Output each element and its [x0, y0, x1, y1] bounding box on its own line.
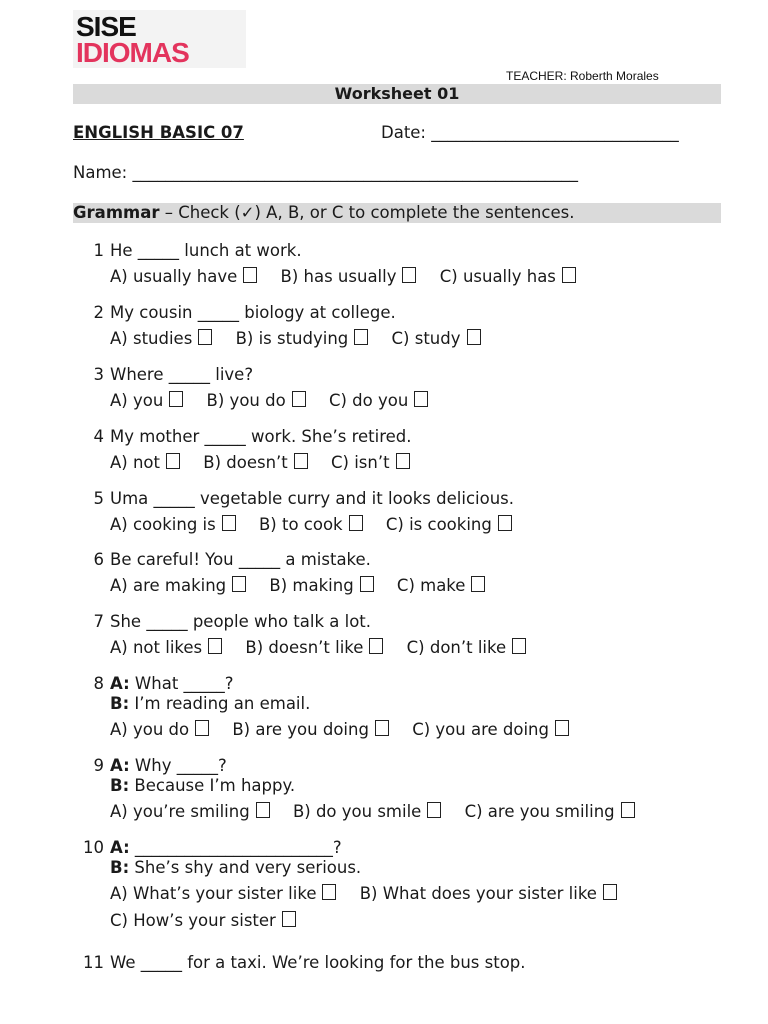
options-row: [110, 515, 530, 534]
question-number: 6: [93, 550, 104, 569]
option-c[interactable]: C) do you: [329, 391, 428, 410]
checkbox-icon[interactable]: [232, 576, 246, 592]
sise-idiomas-logo: [73, 10, 246, 68]
question-number: 1: [93, 241, 104, 260]
question-text: We _____ for a taxi. We’re looking for the bus stop.: [110, 953, 526, 972]
checkbox-icon[interactable]: [322, 884, 336, 900]
options-row: [110, 391, 446, 410]
option-c[interactable]: C) How’s your sister: [110, 911, 296, 930]
option-b[interactable]: B) are you doing: [232, 720, 389, 739]
dialogue-line-b: B: She’s shy and very serious.: [110, 858, 362, 877]
dialogue-line-a: A: ________________________?: [110, 838, 342, 857]
checkbox-icon[interactable]: [498, 515, 512, 531]
checkbox-icon[interactable]: [166, 453, 180, 469]
section-label: Grammar: [73, 203, 160, 222]
checkbox-icon[interactable]: [621, 802, 635, 818]
options-row: [110, 576, 503, 595]
question-number: 4: [93, 427, 104, 446]
options-row: [110, 638, 544, 657]
option-b[interactable]: B) What does your sister like: [360, 884, 617, 903]
checkbox-icon[interactable]: [243, 267, 257, 283]
checkbox-icon[interactable]: [467, 329, 481, 345]
options-row: [110, 329, 499, 348]
checkbox-icon[interactable]: [195, 720, 209, 736]
option-c[interactable]: C) study: [392, 329, 481, 348]
option-b[interactable]: B) you do: [207, 391, 306, 410]
option-b[interactable]: B) is studying: [236, 329, 369, 348]
checkbox-icon[interactable]: [360, 576, 374, 592]
teacher-name: TEACHER: Roberth Morales: [506, 69, 659, 83]
option-b[interactable]: B) has usually: [281, 267, 417, 286]
option-a[interactable]: A) What’s your sister like: [110, 884, 336, 903]
checkbox-icon[interactable]: [198, 329, 212, 345]
dialogue-line-a: A: What _____?: [110, 674, 234, 693]
question-number: 8: [93, 674, 104, 693]
option-a[interactable]: A) you’re smiling: [110, 802, 270, 821]
option-a[interactable]: A) not likes: [110, 638, 222, 657]
option-c[interactable]: C) make: [397, 576, 486, 595]
section-instruction-text: – Check (✓) A, B, or C to complete the sentences.: [159, 203, 575, 222]
option-c[interactable]: C) isn’t: [331, 453, 410, 472]
checkbox-icon[interactable]: [555, 720, 569, 736]
checkbox-icon[interactable]: [427, 802, 441, 818]
checkbox-icon[interactable]: [562, 267, 576, 283]
name-field[interactable]: Name: ______________________________________________________: [73, 163, 578, 182]
option-a[interactable]: A) cooking is: [110, 515, 236, 534]
option-c[interactable]: C) is cooking: [386, 515, 512, 534]
dialogue-line-b: B: I’m reading an email.: [110, 694, 311, 713]
checkbox-icon[interactable]: [512, 638, 526, 654]
checkbox-icon[interactable]: [292, 391, 306, 407]
option-b[interactable]: B) to cook: [259, 515, 363, 534]
section-instruction: [73, 203, 721, 223]
dialogue-line-b: B: Because I’m happy.: [110, 776, 296, 795]
option-a[interactable]: A) you: [110, 391, 183, 410]
dialogue-line-a: A: Why _____?: [110, 756, 227, 775]
question-number: 10: [83, 838, 104, 857]
question-number: 5: [93, 489, 104, 508]
checkbox-icon[interactable]: [208, 638, 222, 654]
question-text: Where _____ live?: [110, 365, 254, 384]
option-a[interactable]: A) are making: [110, 576, 246, 595]
checkbox-icon[interactable]: [375, 720, 389, 736]
option-a[interactable]: A) studies: [110, 329, 212, 348]
options-row: [110, 453, 428, 472]
option-c[interactable]: C) usually has: [440, 267, 576, 286]
option-c[interactable]: C) are you smiling: [465, 802, 635, 821]
checkbox-icon[interactable]: [369, 638, 383, 654]
question-number: 7: [93, 612, 104, 631]
question-text: My mother _____ work. She’s retired.: [110, 427, 412, 446]
logo-text-sise: SISE: [76, 11, 136, 42]
options-row: [110, 802, 653, 821]
checkbox-icon[interactable]: [256, 802, 270, 818]
checkbox-icon[interactable]: [414, 391, 428, 407]
checkbox-icon[interactable]: [471, 576, 485, 592]
question-text: Be careful! You _____ a mistake.: [110, 550, 371, 569]
question-number: 9: [93, 756, 104, 775]
option-c[interactable]: C) don’t like: [407, 638, 526, 657]
question-number: 3: [93, 365, 104, 384]
checkbox-icon[interactable]: [396, 453, 410, 469]
checkbox-icon[interactable]: [222, 515, 236, 531]
checkbox-icon[interactable]: [349, 515, 363, 531]
options-row: [110, 884, 635, 903]
option-b[interactable]: B) do you smile: [293, 802, 441, 821]
option-b[interactable]: B) making: [269, 576, 373, 595]
option-a[interactable]: A) not: [110, 453, 180, 472]
question-text: Uma _____ vegetable curry and it looks delicious.: [110, 489, 514, 508]
checkbox-icon[interactable]: [294, 453, 308, 469]
checkbox-icon[interactable]: [603, 884, 617, 900]
checkbox-icon[interactable]: [402, 267, 416, 283]
options-row: [110, 267, 594, 286]
question-text: My cousin _____ biology at college.: [110, 303, 396, 322]
checkbox-icon[interactable]: [169, 391, 183, 407]
question-text: He _____ lunch at work.: [110, 241, 302, 260]
date-field[interactable]: Date: ______________________________: [381, 123, 679, 142]
options-row: [110, 911, 314, 930]
question-number: 11: [83, 953, 104, 972]
option-c[interactable]: C) you are doing: [412, 720, 569, 739]
checkbox-icon[interactable]: [354, 329, 368, 345]
option-b[interactable]: B) doesn’t: [203, 453, 308, 472]
question-text: She _____ people who talk a lot.: [110, 612, 372, 631]
course-name: ENGLISH BASIC 07: [73, 123, 244, 142]
option-a[interactable]: A) usually have: [110, 267, 257, 286]
question-number: 2: [93, 303, 104, 322]
option-b[interactable]: B) doesn’t like: [245, 638, 383, 657]
worksheet-title: Worksheet 01: [73, 84, 721, 104]
options-row: [110, 720, 587, 739]
option-a[interactable]: A) you do: [110, 720, 209, 739]
logo-text-idiomas: IDIOMAS: [76, 37, 189, 68]
checkbox-icon[interactable]: [282, 911, 296, 927]
